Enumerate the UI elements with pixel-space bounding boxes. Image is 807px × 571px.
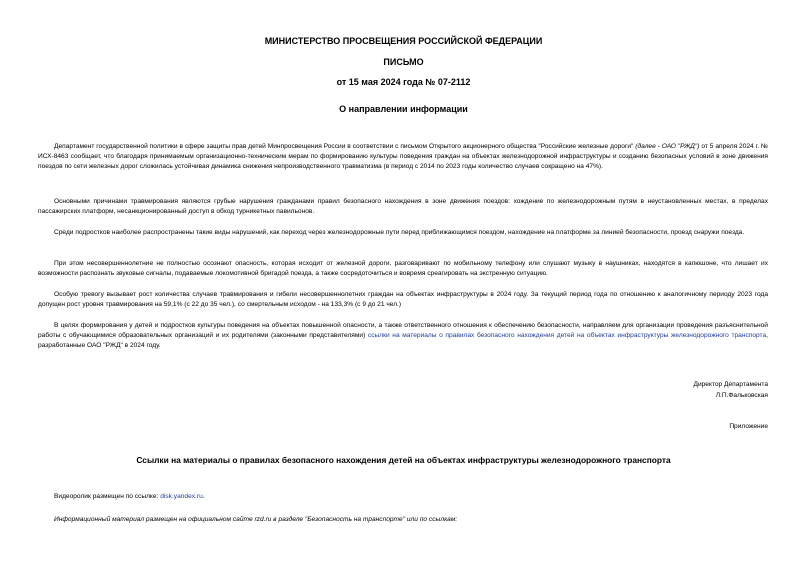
video-prefix: Видеоролик размещен по ссылке: bbox=[54, 493, 161, 500]
video-line bbox=[54, 492, 205, 502]
document-subject: О направлении информации bbox=[339, 104, 468, 114]
paragraph-3: Среди подростков наиболее распространены такие виды нарушений, как переход через железнодорожные пути перед приближающимся поездом, нахождение на платформе за линией безопасности, проезд снаружи поезда. bbox=[54, 229, 745, 236]
info-material-line: Информационный материал размещен на официальном сайте rzd.ru в разделе "Безопасность на транспорте" или по ссылкам: bbox=[54, 516, 458, 523]
paragraph-1-start: Департамент государственной политики в сфере защиты прав детей Минпросвещения России в соответствии с письмом Открытого акционерного общества "Российские железные дороги" bbox=[54, 143, 636, 150]
paragraph-1-end: от 5 апреля 2024 г. № ИСХ-8463 сообщает, что благодаря принимаемым организационно-техническим мерам по формированию культуры поведения граждан на объектах железнодорожной инфраструктуры и созданию безопасных условий в зоне движения поездов по сети железных дорог сложилась устойчивая динамика снижения непроизводственного травматизма (в период с 2014 по 2023 годы количество случаев сокращено на 47%). bbox=[38, 143, 768, 170]
video-suffix: . bbox=[202, 493, 205, 500]
paragraph-5: Особую тревогу вызывает рост количества случаев травмирования и гибели несовершеннолетних граждан на объектах инфраструктуры в 2024 году. За текущий период года по отношению к аналогичному периоду 2023 года допущен рост уровня травмирования на 59,1% (с 22 до 35 чел.), со смертельным исходом - на 133,3% (с 9 до 21 чел.) bbox=[38, 291, 768, 308]
appendix-label: Приложение bbox=[729, 423, 768, 430]
ministry-heading: МИНИСТЕРСТВО ПРОСВЕЩЕНИЯ РОССИЙСКОЙ ФЕДЕРАЦИИ bbox=[264, 36, 543, 46]
video-link[interactable]: disk.yandex.ru bbox=[160, 493, 203, 500]
signature-title: Директор Департамента bbox=[693, 381, 768, 388]
paragraph-1 bbox=[38, 142, 768, 172]
materials-link[interactable]: ссылки на материалы о правилах безопасного нахождения детей на объектах инфраструктуры железнодорожного транспорта bbox=[367, 332, 767, 339]
document-type: ПИСЬМО bbox=[383, 57, 424, 67]
paragraph-2: Основными причинами травмирования являются грубые нарушения гражданами правил безопасного нахождения в зоне движения поездов: хождение по железнодорожным путям в неустановленных местах, в пределах пассажирских платформ, несанкционированный доступ в обход турникетных павильонов. bbox=[38, 198, 768, 215]
signature-name: Л.П.Фальковская bbox=[715, 392, 768, 399]
paragraph-6 bbox=[38, 321, 768, 351]
paragraph-1-abbrev: (далее - ОАО "РЖД") bbox=[635, 143, 700, 150]
appendix-title: Ссылки на материалы о правилах безопасного нахождения детей на объектах инфраструктуры железнодорожного транспорта bbox=[136, 455, 671, 465]
paragraph-6-end: , разработанные ОАО "РЖД" в 2024 году. bbox=[38, 332, 768, 349]
paragraph-4: При этом несовершеннолетние не полностью осознают опасность, которая исходит от железной дороги, разговаривают по мобильному телефону или слушают музыку в наушниках, находятся в капюшоне, что лишает их возможности распознать звуковые сигналы, подаваемые локомотивной бригадой поезда, а также сосредоточиться и вовремя среагировать на экстренную ситуацию. bbox=[38, 260, 768, 277]
document-date-number: от 15 мая 2024 года № 07-2112 bbox=[336, 77, 471, 87]
paragraph-6-start: В целях формирования у детей и подростков культуры поведения на объектах повышенной опасности, а также ответственного отношения к обеспечению безопасности, направляем для организации проведения разъяснительной работы с обучающимися образовательных организаций и их родителями (законными представителями) bbox=[38, 322, 768, 339]
